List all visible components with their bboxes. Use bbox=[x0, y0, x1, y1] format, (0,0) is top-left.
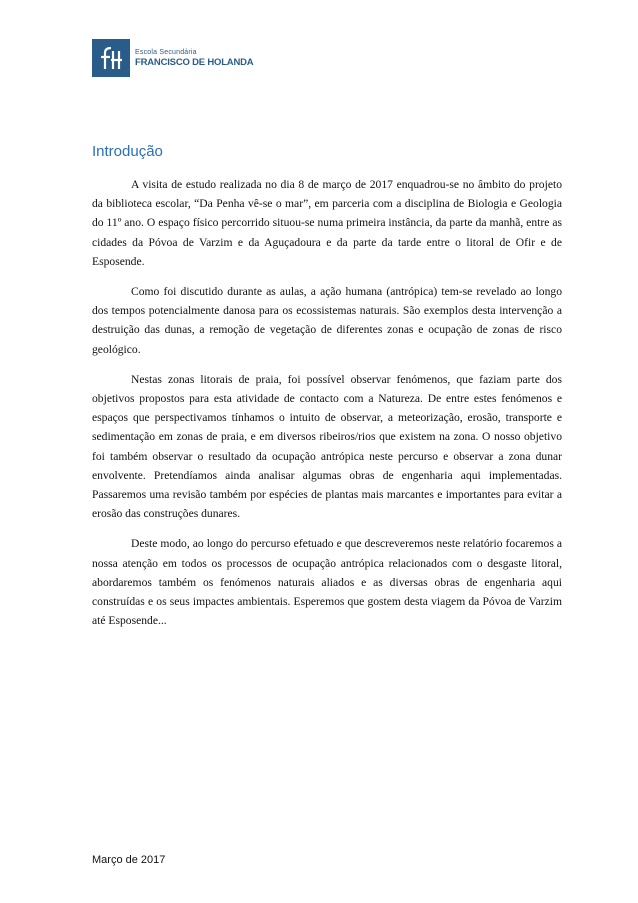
paragraph: Como foi discutido durante as aulas, a ação humana (antrópica) tem-se revelado ao longo dos tempos potencialmente danosa para os ecossistemas naturais. São exemplos desta intervenção a destruição das dunas, a remoção de vegetação de diferentes zonas e ocupação de zonas de risco geológico. bbox=[92, 285, 562, 356]
logo-school-type: Escola Secundária bbox=[135, 48, 197, 56]
paragraph: A visita de estudo realizada no dia 8 de março de 2017 enquadrou-se no âmbito do projeto da biblioteca escolar, “Da Penha vê-se o mar”, em parceria com a disciplina de Biologia e Geologia do 11º ano. O espaço físico percorrido situou-se numa primeira instância, da parte da manhã, entre as cidades da Póvoa de Varzim e da Aguçadoura e da parte da tarde entre o litoral de Ofir e de Esposende. bbox=[92, 178, 562, 268]
school-logo bbox=[92, 39, 253, 77]
school-emblem-icon bbox=[92, 39, 130, 77]
paragraph: Deste modo, ao longo do percurso efetuado e que descreveremos neste relatório focaremos a nossa atenção em todos os processos de ocupação antrópica relacionados com o desgaste litoral, abordaremos também os fenómenos naturais aliados e as diversas obras de engenharia aqui construídas e os seus impactes ambientais. Esperemos que gostem desta viagem da Póvoa de Varzim até Esposende... bbox=[92, 537, 562, 628]
paragraph: Nestas zonas litorais de praia, foi possível observar fenómenos, que faziam parte dos objetivos propostos para esta atividade de contacto com a Natureza. De entre estes fenómenos e espaços que perspectivamos tínhamos o intuito de observar, a meteorização, erosão, transporte e sedimentação em zonas de praia, e em diversos ribeiros/rios que existem na zona. O nosso objetivo foi também observar o resultado da ocupação antrópica neste percurso e observar a zona dunar envolvente. Pretendíamos ainda analisar algumas obras de engenharia aqui implementadas. Passaremos uma revisão também por espécies de plantas mais marcantes e importantes para evitar a erosão das construções dunares. bbox=[92, 372, 562, 521]
footer-date: Março de 2017 bbox=[92, 854, 166, 866]
logo-school-name: FRANCISCO DE HOLANDA bbox=[135, 56, 254, 68]
section-title: Introdução bbox=[92, 143, 163, 160]
document-body bbox=[92, 175, 562, 641]
